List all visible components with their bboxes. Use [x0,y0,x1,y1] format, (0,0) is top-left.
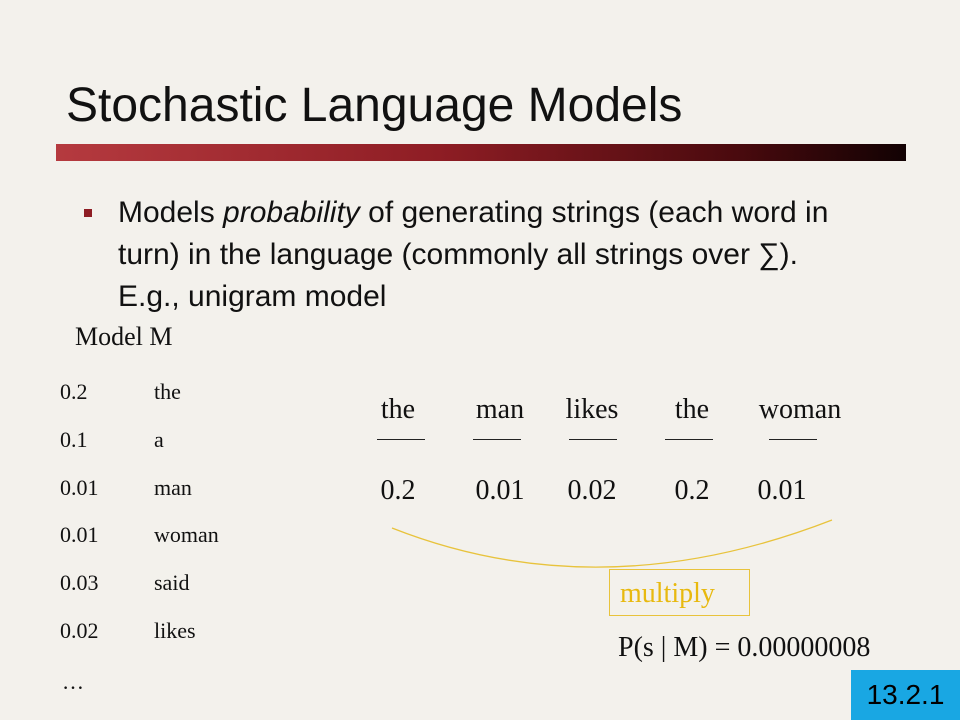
vocab-prob: 0.01 [60,522,99,547]
model-label: Model M [75,322,173,351]
vocab-word: a [154,427,164,452]
sentence-prob: 0.2 [380,475,416,506]
vocab-prob: 0.01 [60,475,99,500]
sentence-word: woman [758,394,842,425]
sentence-prob: 0.01 [757,475,807,506]
vocab-ellipsis: … [62,669,84,694]
vocab-word: man [154,475,192,500]
slide-number-badge: 13.2.1 [851,670,960,720]
sentence-word: man [475,394,525,425]
sentence-prob: 0.2 [674,475,710,506]
sentence-word: the [674,394,710,425]
sentence-word: likes [565,394,619,425]
vocab-word: said [154,570,190,595]
result-probability: P(s | M) = 0.00000008 [618,632,871,663]
bullet-text-emphasis: probability [223,196,360,229]
bullet-text-start: Models [118,196,224,229]
vocab-prob: 0.2 [60,379,88,404]
sentence-word: the [380,394,416,425]
vocab-prob: 0.03 [60,570,99,595]
sentence-prob: 0.01 [475,475,525,506]
vocab-word: likes [154,618,196,643]
vocab-word: the [154,379,181,404]
bullet-text-end: of generating strings (each word in turn) in the language (commonly all strings over ∑). E.g., unigram model [118,196,829,313]
slide-title: Stochastic Language Models [66,79,683,132]
vocab-prob: 0.02 [60,618,99,643]
vocab-prob: 0.1 [60,427,88,452]
vocab-word: woman [154,522,219,547]
sentence-prob: 0.02 [567,475,617,506]
multiply-label: multiply [609,569,750,616]
